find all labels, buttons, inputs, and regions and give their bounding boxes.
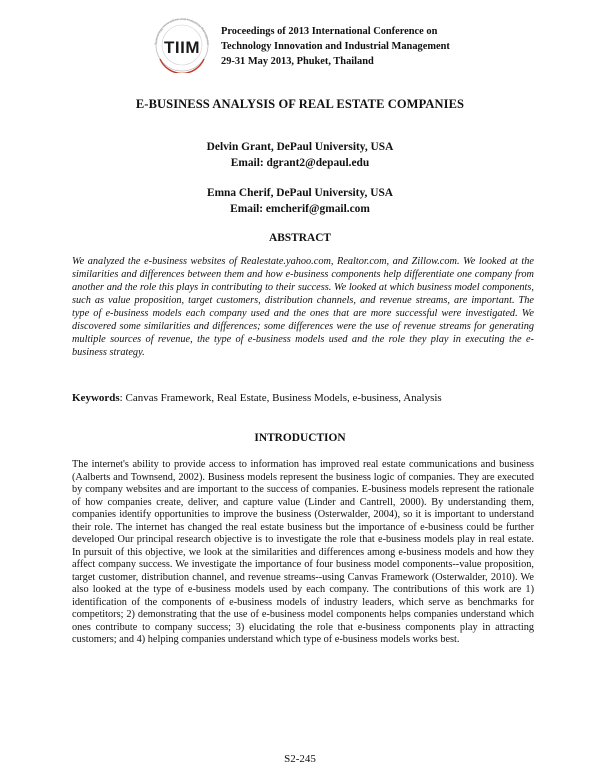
paper-title: E-BUSINESS ANALYSIS OF REAL ESTATE COMPANIES (135, 97, 465, 111)
page-number: S2-245 (284, 753, 316, 765)
conference-line-1: Proceedings of 2013 International Conference on (221, 26, 438, 37)
keywords-list: : Canvas Framework, Real Estate, Business Models, e-business, Analysis (119, 392, 442, 404)
logo-ring-text: Technology Innovation and Industrial Manageme (153, 16, 211, 46)
conference-info (221, 24, 450, 69)
introduction-heading: INTRODUCTION (254, 432, 346, 444)
conference-header (148, 9, 450, 73)
author-block-1 (0, 140, 600, 171)
author-1-email: Email: dgrant2@depaul.edu (230, 156, 370, 169)
conference-line-2: Technology Innovation and Industrial Management (221, 41, 450, 52)
conference-line-3: 29-31 May 2013, Phuket, Thailand (221, 56, 374, 67)
abstract-text: We analyzed the e-business websites of Realestate.yahoo.com, Realtor.com, and Zillow.com. We looked at the similarities and differences between them and how e-business components help differentiate one company from another and the role this plays in contributing to their success. We looked at which business model components, such as value proposition, target customers, distribution channels, and revenue streams, are important. The type of e-business models each company used and the ones that are more successful were investigated. We discovered some similarities and differences; some differences were the use of revenue streams for generating multiple sources of revenue, the type of e-business models used and the role they play in executing the e-business strategy. (72, 256, 534, 358)
logo-wordmark: TIIM (164, 38, 200, 57)
introduction-text: The internet's ability to provide access to information has improved real estate communications and business (Aalberts and Townsend, 2002). Business models represent the business logic of companies. They are executed by company websites and are important to the success of companies. E-business models represent the rationale of how companies create, deliver, and capture value (Linder and Cantrell, 2000). By understanding them, companies identify opportunities to improve the business (Osterwalder, 2004), so it is important to understand their role. The internet has changed the real estate business but the importance of e-business could be further developed Our principal research objective is to investigate the role that e-business models play in real estate. In pursuit of this objective, we look at the similarities and differences among e-business models and how they affect company success. We investigate the importance of four business model components--value proposition, target customer, distribution channel, and revenue streams--using Canvas Framework (Osterwalder, 2010). We also looked at the type of e-business models used by each company. The contributions of this work are 1) identification of the components of e-business models of industry leaders, which serve as benchmarks for competitors; 2) demonstrating that the use of e-business model components helps companies understand which ones contribute to company success; 3) elucidating the role that e-business components play in attracting customers; and 4) helping companies understand which type of e-business models works best. (72, 459, 534, 645)
author-block-2 (0, 186, 600, 217)
author-2-name: Emna Cherif, DePaul University, USA (206, 187, 394, 199)
conference-logo (148, 9, 216, 73)
author-2-email: Email: emcherif@gmail.com (230, 202, 370, 215)
author-1-name: Delvin Grant, DePaul University, USA (206, 141, 394, 153)
keywords-label: Keywords (72, 392, 120, 404)
keywords-line (72, 392, 542, 404)
abstract-heading: ABSTRACT (268, 232, 332, 244)
